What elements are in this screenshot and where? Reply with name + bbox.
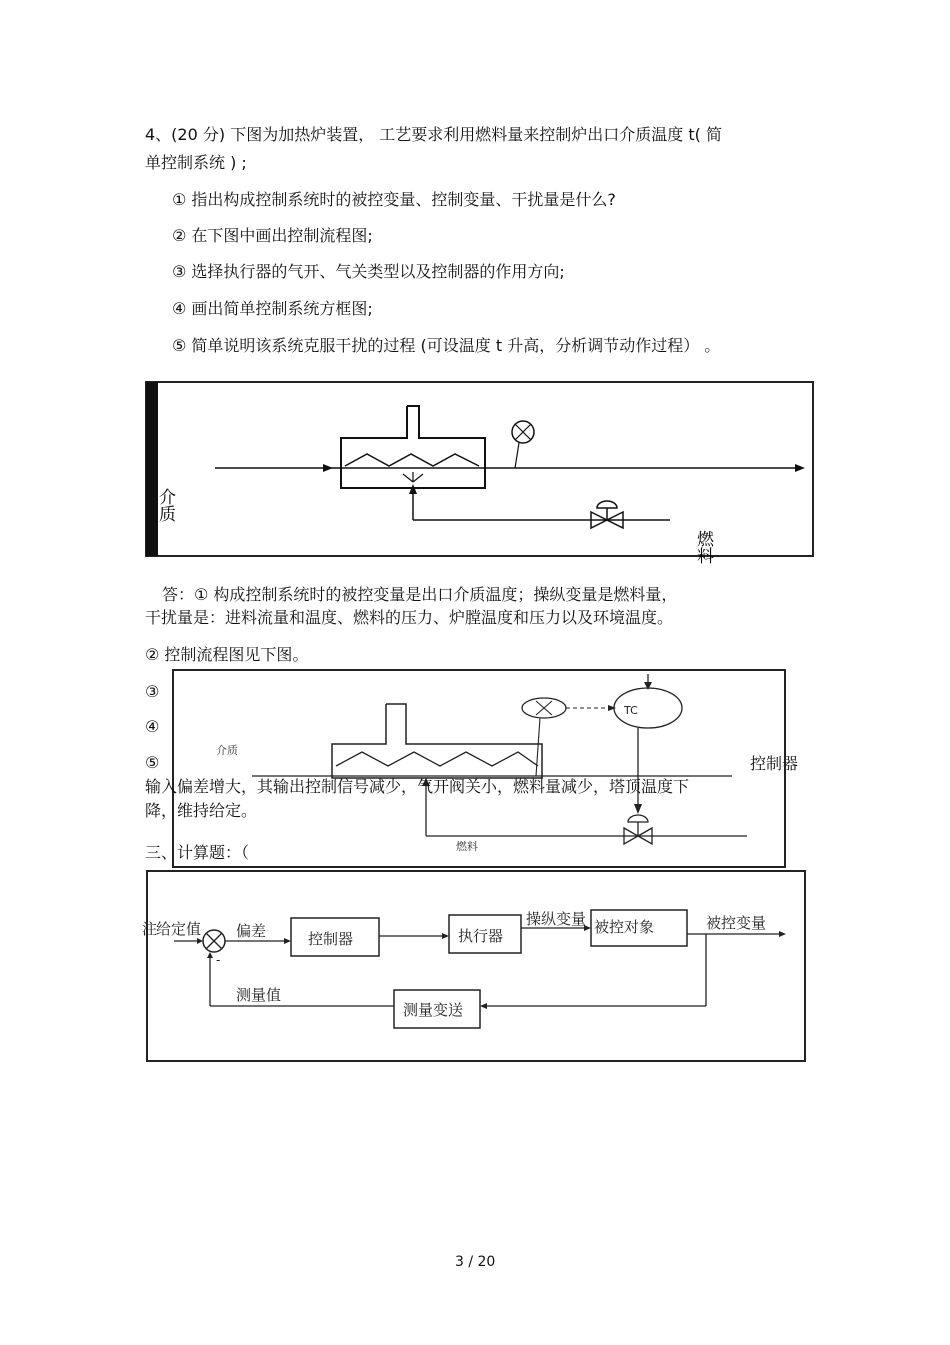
answer-line-3: ② 控制流程图见下图。	[145, 645, 309, 664]
question-line-1: 4、(20 分) 下图为加热炉装置， 工艺要求利用燃料量来控制炉出口介质温度 t( 简	[145, 125, 722, 144]
question-item-3: ③ 选择执行器的气开、气关类型以及控制器的作用方向;	[172, 262, 565, 281]
answer-mark-4: ④	[145, 717, 160, 736]
process-block: 被控对象	[594, 918, 655, 936]
answer-line-1: 答：① 构成控制系统时的被控变量是出口介质温度；操纵变量是燃料量，	[162, 585, 678, 604]
setpoint-prefix: 注	[142, 920, 158, 938]
block-diagram	[142, 870, 806, 1063]
tc-label: TC	[624, 704, 638, 717]
question-item-5: ⑤ 简单说明该系统克服干扰的过程 (可设温度 t 升高，分析调节动作过程） 。	[172, 336, 721, 355]
answer-line-5a: 输入偏差增大，其输出控制信号减少，气开阀关小，燃料量减少，塔顶温度下	[145, 777, 690, 796]
question-item-1: ① 指出构成控制系统时的被控变量、控制变量、干扰量是什么?	[172, 190, 616, 209]
minus-sign: -	[216, 953, 221, 967]
answer-line-2: 干扰量是：进料流量和温度、燃料的压力、炉膛温度和压力以及环境温度。	[145, 608, 674, 627]
control-flow-figure	[172, 668, 787, 870]
medium-label-1: 介质	[155, 488, 175, 522]
error-label: 偏差	[236, 922, 267, 940]
fuel-label-1: 燃料	[693, 530, 713, 564]
question-item-4: ④ 画出简单控制系统方框图;	[172, 299, 373, 318]
question-item-2: ② 在下图中画出控制流程图;	[172, 226, 373, 245]
controlled-label: 被控变量	[706, 914, 767, 932]
actuator-block: 执行器	[458, 927, 504, 945]
setpoint-label: 给定值	[156, 920, 202, 938]
measured-label: 测量值	[236, 986, 282, 1004]
furnace-figure	[145, 380, 815, 564]
answer-mark-5: ⑤	[145, 753, 160, 772]
medium-label-2: 介质	[216, 744, 238, 757]
section-heading: 三、计算题：（	[145, 843, 250, 862]
manipulated-label: 操纵变量	[526, 910, 587, 928]
question-line-2: 单控制系统 ) ;	[145, 153, 247, 172]
transmitter-block: 测量变送	[403, 1001, 464, 1019]
controller-block: 控制器	[308, 930, 354, 948]
answer-line-5b: 降，维持给定。	[145, 801, 258, 820]
fuel-label-2: 燃料	[456, 840, 478, 853]
answer-mark-3: ③	[145, 682, 160, 701]
page-number: 3 / 20	[455, 1254, 496, 1270]
answer-controller-word: 控制器	[750, 754, 799, 773]
